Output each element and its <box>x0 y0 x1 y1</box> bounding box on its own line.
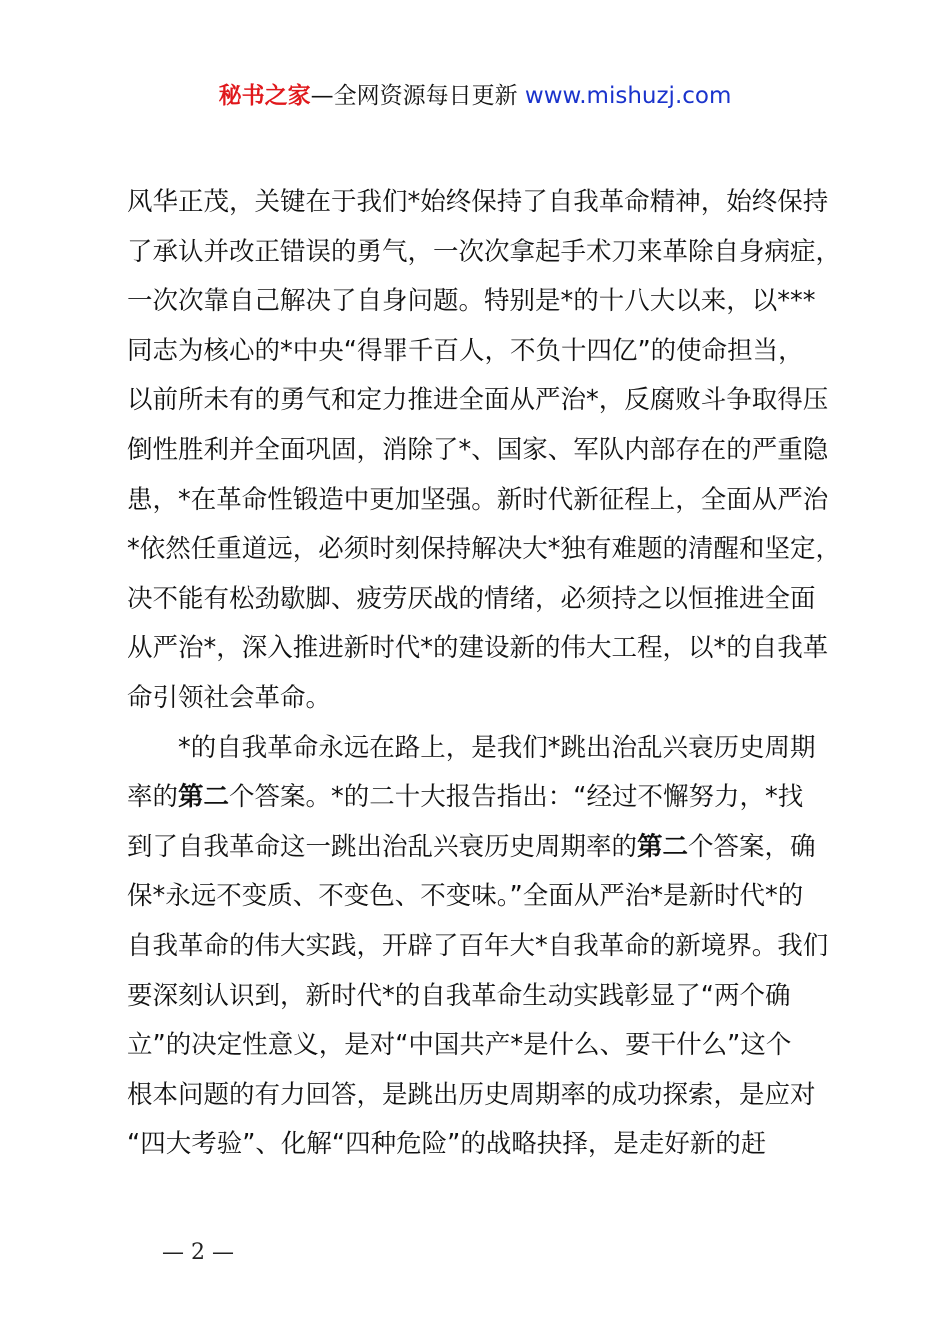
text-line: 根本问题的有力回答，是跳出历史周期率的成功探索，是应对 <box>127 1079 816 1110</box>
text-line: 率的第二个答案。*的二十大报告指出：“经过不懈努力，*找 <box>127 782 804 813</box>
document-header <box>0 80 950 112</box>
text-line: *依然任重道远，必须时刻保持解决大*独有难题的清醒和坚定， <box>127 534 842 565</box>
text-line: 保*永远不变质、不变色、不变味。”全面从严治*是新时代*的 <box>127 881 804 912</box>
text-line: 要深刻认识到，新时代*的自我革命生动实践彰显了“两个确 <box>127 980 791 1011</box>
page-number: — 2 — <box>162 1240 234 1265</box>
text-line: 立”的决定性意义，是对“中国共产*是什么、要干什么”这个 <box>127 1030 792 1061</box>
text-line: 倒性胜利并全面巩固，消除了*、国家、军队内部存在的严重隐 <box>127 434 829 465</box>
document-body <box>127 178 847 1170</box>
text-line: 自我革命的伟大实践，开辟了百年大*自我革命的新境界。我们 <box>127 930 829 961</box>
text-line: 决不能有松劲歇脚、疲劳厌战的情绪，必须持之以恒推进全面 <box>127 583 816 614</box>
site-url-link[interactable]: www.mishuzj.com <box>524 83 732 109</box>
paragraph-first-line: *的自我革命永远在路上，是我们*跳出治乱兴衰历史周期 <box>178 732 816 763</box>
site-brand: 秘书之家 <box>218 83 311 109</box>
text-line: 了承认并改正错误的勇气，一次次拿起手术刀来革除自身病症， <box>127 236 842 267</box>
text-line: 从严治*，深入推进新时代*的建设新的伟大工程，以*的自我革 <box>127 633 829 664</box>
text-line: 风华正茂，关键在于我们*始终保持了自我革命精神，始终保持 <box>127 187 829 217</box>
text-line: 到了自我革命这一跳出治乱兴衰历史周期率的第二个答案，确 <box>127 831 816 862</box>
emphasis-text: 第二 <box>637 831 689 862</box>
text-line: 命引领社会革命。 <box>127 682 332 713</box>
text-line: 同志为核心的*中央“得罪千百人，不负十四亿”的使命担当， <box>127 335 804 366</box>
text-line: “四大考验”、化解“四种危险”的战略抉择，是走好新的赶 <box>127 1129 767 1160</box>
text-line: 以前所未有的勇气和定力推进全面从严治*，反腐败斗争取得压 <box>127 385 829 416</box>
emphasis-text: 第二 <box>178 782 230 813</box>
site-tagline: —全网资源每日更新 <box>310 83 518 109</box>
text-line: 患，*在革命性锻造中更加坚强。新时代新征程上，全面从严治 <box>127 484 829 515</box>
text-line: 一次次靠自己解决了自身问题。特别是*的十八大以来，以*** <box>127 286 816 317</box>
